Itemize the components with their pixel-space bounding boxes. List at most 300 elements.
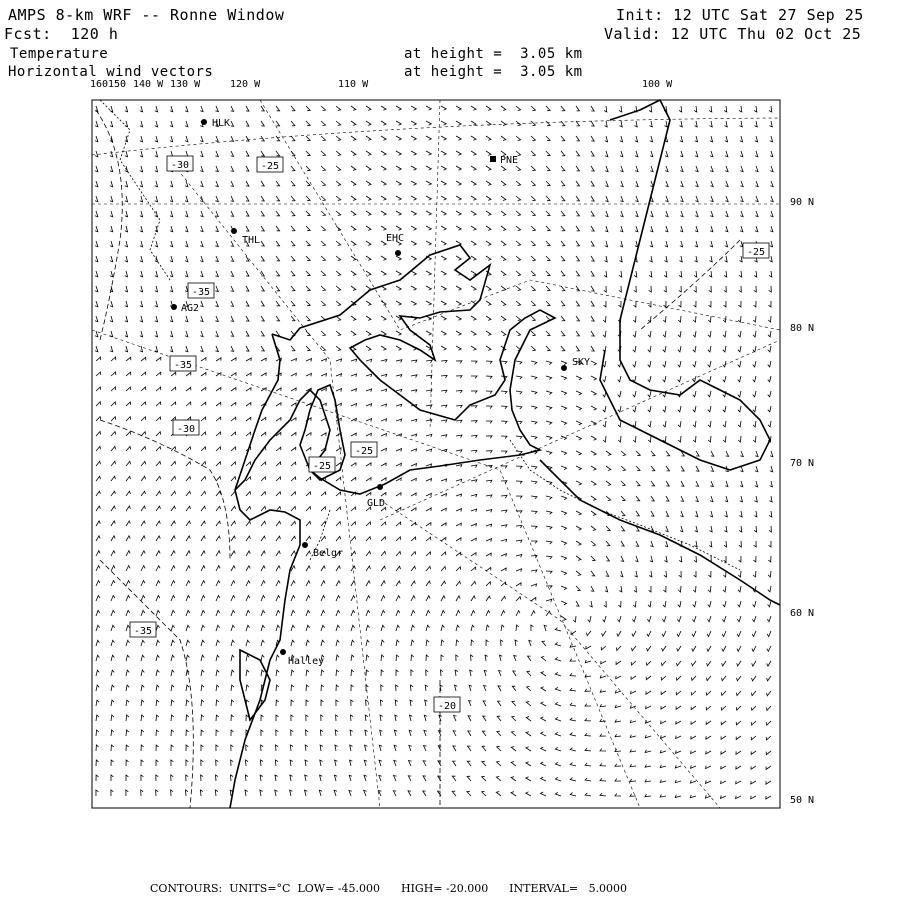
wind-barb [736, 736, 741, 740]
wind-barb [246, 301, 249, 306]
wind-barb [708, 406, 711, 412]
wind-barb [546, 256, 550, 261]
wind-barb [140, 226, 143, 232]
wind-barb [215, 790, 218, 796]
wind-barb [426, 523, 431, 526]
wind-barb [171, 745, 174, 751]
wind-barb [526, 717, 531, 722]
wind-barb [531, 331, 535, 336]
field2-level: at height = 3.05 km [404, 64, 583, 80]
wind-barb [561, 451, 567, 455]
wind-barb [366, 596, 370, 601]
wind-barb [394, 745, 397, 751]
wind-barb [471, 406, 477, 409]
wind-barb [186, 715, 189, 721]
wind-barb [605, 181, 608, 187]
wind-barb [516, 555, 522, 558]
wind-barb [693, 586, 696, 592]
wind-barb [546, 376, 552, 380]
wind-barb [456, 196, 461, 200]
wind-barb [591, 211, 594, 216]
wind-barb [141, 775, 144, 781]
wind-barb [546, 406, 552, 410]
wind-barb [591, 331, 594, 336]
wind-barb [678, 436, 681, 442]
station-label-belgr: Belgr [313, 548, 344, 559]
contour-line [640, 240, 740, 330]
wind-barb [306, 492, 311, 496]
wind-barb [561, 226, 565, 231]
wind-barb [649, 271, 652, 277]
wind-barb [321, 136, 326, 141]
wind-barb [126, 357, 131, 361]
wind-barb [95, 226, 98, 232]
wind-barb [156, 745, 159, 751]
wind-barb [201, 685, 204, 691]
wind-barb [156, 402, 161, 406]
wind-barb [336, 596, 340, 601]
wind-barb [542, 641, 546, 646]
wind-barb [441, 581, 446, 586]
wind-barb [662, 616, 666, 622]
wind-barb [200, 181, 203, 187]
wind-barb [185, 211, 188, 217]
wind-barb [561, 121, 565, 126]
wind-barb [215, 286, 218, 292]
wind-barb [306, 730, 309, 736]
wind-barb [426, 610, 430, 616]
wind-barb [723, 601, 726, 607]
wind-barb [516, 496, 522, 499]
wind-barb [770, 181, 773, 187]
wind-barb [336, 346, 341, 351]
wind-barb [305, 790, 308, 796]
wind-barb [396, 286, 401, 290]
wind-barb [321, 670, 324, 676]
wind-barb [605, 211, 608, 217]
wind-barb [366, 625, 370, 631]
wind-barb [185, 136, 188, 142]
lon-line-e [380, 500, 720, 808]
wind-barb [512, 731, 517, 736]
wind-barb [336, 136, 341, 141]
wind-barb [366, 551, 371, 556]
wind-barb [647, 616, 651, 622]
station-label-thl: THL [242, 235, 261, 246]
wind-barb [170, 271, 173, 277]
wind-barb [216, 670, 219, 676]
wind-barb [126, 432, 131, 436]
wind-barb [769, 526, 772, 532]
wind-barb [606, 481, 611, 486]
wind-barb [501, 121, 506, 126]
wind-barb [737, 661, 741, 666]
wind-barb [171, 447, 176, 451]
wind-barb [651, 511, 654, 516]
wind-barb [456, 567, 461, 571]
wind-barb [125, 256, 128, 262]
wind-barb [426, 181, 431, 185]
lat-line-upper [92, 118, 780, 155]
wind-barb [186, 596, 190, 602]
wind-barb [483, 716, 486, 721]
wind-barb [201, 640, 205, 646]
wind-barb [605, 586, 608, 592]
wind-barb [471, 640, 474, 646]
wind-barb [336, 670, 339, 676]
wind-barb [201, 477, 206, 482]
wind-barb [96, 581, 100, 587]
wind-barb [96, 566, 100, 571]
wind-barb [140, 346, 143, 352]
wind-barb [111, 670, 114, 676]
wind-barb [497, 761, 502, 766]
wind-barb [141, 700, 144, 706]
wind-barb [156, 551, 160, 556]
wind-barb [393, 791, 396, 796]
wind-barb [739, 286, 742, 292]
wind-barb [231, 256, 234, 261]
wind-barb [722, 631, 726, 637]
wind-barb [423, 761, 426, 766]
wind-barb [366, 389, 372, 392]
wind-barb [216, 610, 220, 616]
wind-barb [706, 691, 711, 695]
wind-barb [561, 556, 567, 560]
wind-barb [231, 136, 234, 141]
wind-barb [740, 121, 743, 127]
wind-barb [336, 121, 341, 126]
wind-barb [426, 552, 431, 556]
wind-barb [768, 556, 771, 562]
wind-barb [620, 226, 623, 232]
wind-barb [661, 735, 667, 738]
wind-barb [482, 791, 486, 796]
wind-barb [125, 301, 128, 307]
wind-barb [645, 794, 651, 797]
wind-barb [486, 151, 491, 155]
wind-barb [576, 451, 581, 455]
wind-barb [755, 451, 758, 457]
wind-barb [621, 451, 626, 456]
wind-barb [96, 521, 100, 526]
wind-barb [200, 790, 203, 796]
wind-barb [600, 793, 606, 796]
wind-barb [216, 596, 220, 602]
wind-barb [261, 388, 266, 391]
wind-barb [753, 556, 756, 562]
wind-barb [155, 271, 158, 277]
wind-barb [441, 655, 444, 661]
wind-barb [605, 166, 608, 172]
wind-barb [201, 358, 206, 361]
wind-barb [546, 226, 550, 231]
wind-barb [351, 256, 356, 260]
wind-barb [619, 586, 622, 592]
wind-barb [441, 640, 444, 646]
wind-barb [486, 346, 491, 350]
wind-barb [246, 417, 251, 421]
wind-barb [663, 331, 666, 337]
wind-barb [141, 790, 144, 796]
wind-barb [678, 601, 681, 607]
wind-barb [366, 241, 371, 245]
wind-barb [631, 676, 636, 679]
wind-barb [740, 136, 743, 142]
wind-barb [156, 581, 160, 586]
wind-barb [379, 745, 382, 751]
wind-barb [486, 582, 491, 586]
wind-barb [276, 136, 280, 141]
wind-barb [546, 136, 550, 141]
wind-barb [291, 447, 296, 451]
wind-barb [306, 196, 310, 201]
wind-barb [531, 391, 537, 394]
wind-barb [485, 655, 488, 661]
wind-barb [740, 241, 743, 247]
wind-barb [156, 432, 161, 436]
wind-barb [426, 226, 431, 230]
wind-barb [126, 715, 129, 721]
station-marker [490, 156, 496, 162]
wind-barb [201, 387, 206, 391]
wind-barb [630, 705, 636, 708]
wind-barb [486, 436, 492, 439]
wind-barb [111, 387, 116, 391]
wind-barb [661, 706, 666, 709]
wind-barb [126, 610, 130, 616]
wind-barb [349, 775, 352, 781]
wind-barb [751, 751, 756, 755]
wind-barb [261, 536, 265, 541]
wind-barb [246, 331, 249, 336]
wind-barb [585, 689, 591, 692]
wind-barb [546, 511, 552, 514]
wind-barb [366, 121, 371, 125]
wind-barb [111, 596, 115, 602]
wind-barb [110, 151, 113, 157]
wind-barb [379, 760, 382, 766]
wind-barb [306, 700, 309, 706]
wind-barb [261, 181, 264, 186]
wind-barb [365, 745, 368, 751]
wind-barb [186, 760, 188, 766]
wind-barb [586, 631, 591, 636]
wind-barb [591, 316, 594, 321]
wind-barb [381, 346, 386, 350]
wind-barb [591, 301, 594, 306]
wind-barb [516, 316, 521, 321]
wind-barb [171, 551, 175, 556]
wind-barb [561, 106, 565, 111]
wind-barb [246, 566, 250, 571]
wind-barb [709, 106, 712, 112]
wind-barb [456, 552, 461, 556]
wind-barb [647, 646, 652, 651]
wind-barb [276, 106, 280, 111]
wind-barb [201, 402, 206, 406]
wind-barb [231, 610, 235, 616]
wind-barb [170, 316, 173, 322]
wind-barb [95, 196, 98, 202]
wind-barb [501, 495, 507, 498]
wind-barb [591, 151, 594, 156]
wind-barb [471, 655, 474, 661]
wind-barb [693, 406, 696, 412]
wind-barb [546, 166, 550, 171]
wind-barb [186, 402, 191, 406]
wind-barb [452, 776, 456, 781]
wind-barb [724, 301, 727, 307]
wind-barb [426, 464, 432, 467]
wind-barb [171, 462, 176, 467]
wind-barb [396, 419, 402, 422]
wind-barb [351, 463, 356, 466]
wind-barb [396, 375, 402, 378]
wind-barb [724, 271, 727, 277]
wind-barb [561, 301, 565, 306]
wind-barb [706, 736, 711, 739]
wind-barb [766, 751, 771, 755]
wind-barb [438, 776, 441, 781]
wind-barb [605, 226, 608, 232]
wind-barb [395, 715, 398, 721]
wind-barb [185, 331, 188, 337]
wind-barb [441, 508, 446, 511]
wind-barb [336, 359, 342, 362]
wind-barb [276, 418, 281, 421]
wind-barb [380, 715, 383, 721]
wind-barb [471, 567, 476, 571]
wind-barb [156, 715, 159, 721]
wind-barb [621, 526, 625, 531]
wind-barb [141, 655, 144, 661]
wind-barb [501, 525, 507, 528]
wind-barb [740, 256, 743, 262]
wind-barb [260, 775, 263, 781]
wind-barb [527, 686, 531, 691]
wind-barb [216, 358, 221, 361]
lat-label-90n: 90 N [790, 197, 815, 208]
wind-barb [276, 700, 279, 706]
wind-barb [126, 745, 129, 751]
wind-barb [570, 733, 576, 736]
wind-barb [276, 241, 280, 246]
wind-barb [126, 461, 131, 466]
wind-barb [306, 256, 310, 261]
wind-barb [678, 406, 681, 412]
wind-barb [591, 346, 594, 351]
wind-barb [753, 361, 756, 367]
wind-barb [706, 751, 711, 754]
wind-barb [531, 496, 537, 499]
wind-barb [366, 404, 372, 407]
wind-barb [366, 522, 371, 526]
wind-barb [570, 748, 576, 751]
wind-barb [140, 166, 143, 172]
wind-barb [396, 596, 400, 601]
wind-barb [156, 700, 159, 706]
wind-barb [411, 596, 415, 601]
wind-barb [411, 508, 416, 511]
wind-barb [753, 331, 756, 337]
wind-barb [695, 136, 698, 142]
wind-barb [600, 690, 606, 693]
wind-barb [695, 241, 698, 247]
wind-barb [291, 256, 295, 261]
wind-barb [606, 541, 610, 546]
wind-barb [336, 566, 340, 571]
wind-barb [200, 211, 203, 217]
wind-barb [261, 581, 265, 586]
wind-barb [381, 151, 386, 155]
wind-barb [561, 586, 567, 590]
wind-barb [231, 551, 235, 556]
wind-barb [754, 286, 757, 292]
wind-barb [706, 766, 711, 769]
wind-barb [351, 136, 356, 140]
station-marker [231, 228, 237, 234]
wind-barb [201, 715, 204, 721]
wind-barb [576, 406, 582, 410]
wind-barb [739, 271, 742, 277]
wind-barb [555, 732, 561, 736]
wind-barb [126, 670, 129, 676]
wind-barb [156, 462, 161, 467]
wind-barb [126, 566, 130, 571]
wind-barb [576, 376, 582, 380]
wind-barb [409, 730, 412, 736]
wind-barb [680, 181, 683, 187]
wind-barb [276, 316, 280, 321]
wind-barb [186, 610, 190, 616]
wind-barb [276, 730, 279, 736]
wind-barb [140, 196, 143, 202]
wind-barb [246, 346, 249, 351]
wind-barb [185, 106, 188, 112]
wind-barb [531, 584, 537, 587]
wind-barb [737, 616, 741, 622]
wind-barb [366, 256, 371, 260]
wind-barb [306, 521, 311, 526]
wind-barb [215, 196, 218, 202]
wind-barb [471, 494, 477, 497]
wind-barb [216, 625, 220, 631]
wind-barb [615, 779, 621, 782]
wind-barb [555, 747, 561, 751]
wind-barb [570, 793, 576, 796]
wind-barb [591, 271, 594, 276]
wind-barb [618, 436, 621, 442]
wind-barb [351, 316, 356, 320]
wind-barb [501, 136, 506, 141]
wind-barb [467, 776, 471, 781]
wind-barb [186, 566, 190, 571]
wind-barb [321, 166, 326, 171]
wind-barb [681, 481, 684, 486]
wind-barb [605, 151, 608, 157]
wind-barb [541, 687, 546, 691]
wind-barb [768, 406, 771, 412]
wind-barb [680, 151, 683, 157]
wind-barb [665, 526, 668, 532]
wind-barb [676, 721, 681, 724]
wind-barb [411, 301, 416, 305]
wind-barb [171, 715, 174, 721]
wind-barb [768, 361, 771, 367]
wind-barb [275, 790, 278, 796]
wind-barb [695, 496, 698, 502]
